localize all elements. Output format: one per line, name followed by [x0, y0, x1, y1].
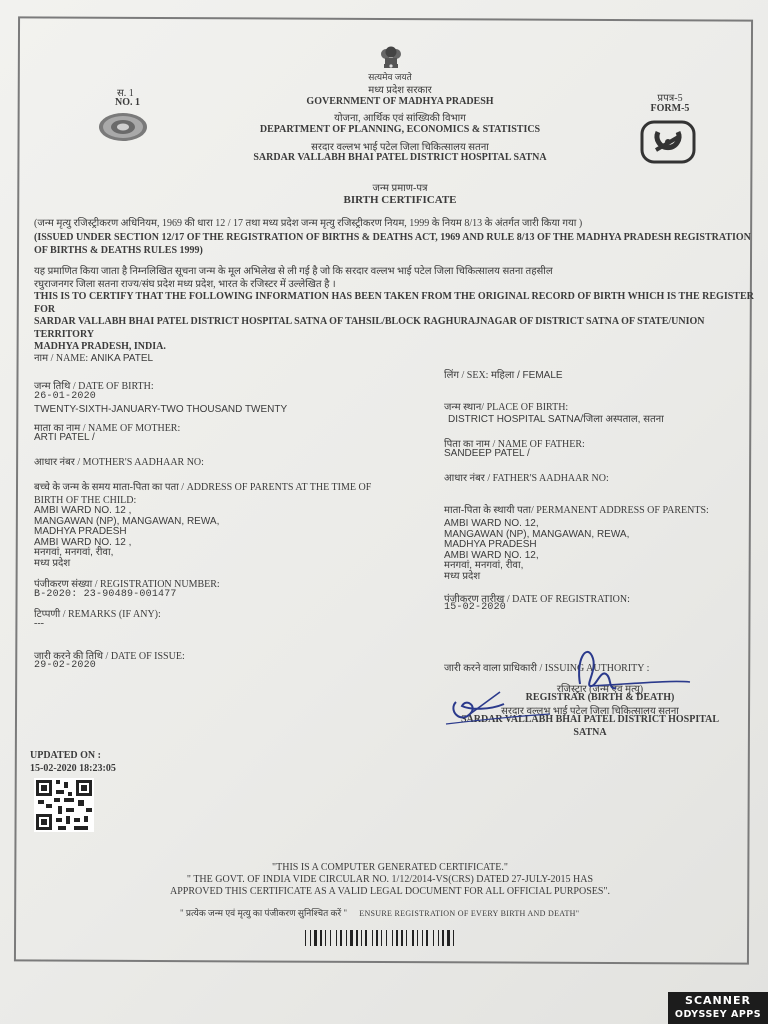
- govt-title: GOVERNMENT OF MADHYA PRADESH: [306, 96, 494, 107]
- regno-value: B-2020: 23-90489-001477: [34, 589, 177, 600]
- regdate-value: 15-02-2020: [444, 602, 507, 613]
- pob-value: DISTRICT HOSPITAL SATNA/जिला अस्पताल, सतना: [448, 414, 664, 425]
- govt-seal-icon: [98, 112, 148, 142]
- emblem-motto: सत्यमेव जयते: [368, 72, 412, 82]
- updated-label: UPDATED ON :: [30, 750, 101, 761]
- father-value: SANDEEP PATEL /: [444, 448, 530, 459]
- updated-value: 15-02-2020 18:23:05: [30, 763, 116, 774]
- govt-hindi: मध्य प्रदेश सरकार: [368, 85, 432, 96]
- signature-icon: [440, 640, 700, 730]
- mother-label: माता का नाम / NAME OF MOTHER:: [34, 423, 181, 434]
- intro-certify: THIS IS TO CERTIFY THAT THE FOLLOWING INFORMATION HAS BEEN TAKEN FROM THE ORIGINAL RECORD OF BIRTH WHICH IS THE REGISTER FOR SARDAR VALLABH BHAI PATEL DISTRICT HOSPITAL SATNA OF TAHSIL/BLOCK RAGHURAJNAGAR OF DISTRICT SATNA OF STATE/UNION TERRITORY MADHYA PRADESH, INDIA.: [34, 291, 754, 352]
- pob-label: जन्म स्थान/ PLACE OF BIRTH:: [444, 402, 569, 413]
- address-perm-value: AMBI WARD NO. 12, MANGAWAN (NP), MANGAWAN, REWA, MADHYA PRADESH AMBI WARD NO. 12, मनगवां, मनगवां, रीवा, मध्य प्रदेश: [444, 518, 630, 582]
- issue-date-value: 29-02-2020: [34, 660, 97, 671]
- regdate-label: पंजीकरण तारीख / DATE OF REGISTRATION:: [444, 594, 630, 605]
- dob-words: TWENTY-SIXTH-JANUARY-TWO THOUSAND TWENTY: [34, 404, 288, 415]
- regno-label: पंजीकरण संख्या / REGISTRATION NUMBER:: [34, 579, 220, 590]
- remarks-label: टिप्पणी / REMARKS (IF ANY):: [34, 609, 161, 620]
- form-number: FORM-5: [650, 103, 690, 114]
- address-perm-label: माता-पिता के स्थायी पता/ PERMANENT ADDRESS OF PARENTS:: [444, 505, 709, 516]
- barcode-icon: [303, 930, 489, 946]
- watermark-line-1: SCANNER: [685, 994, 751, 1007]
- hospital-title: SARDAR VALLABH BHAI PATEL DISTRICT HOSPITAL SATNA: [253, 152, 547, 163]
- name-label: नाम / NAME:: [34, 353, 89, 364]
- authority-label: जारी करने वाला प्राधिकारी / ISSUING AUTHORITY :: [444, 663, 650, 674]
- intro-issued: (ISSUED UNDER SECTION 12/17 OF THE REGISTRATION OF BIRTHS & DEATHS ACT, 1969 AND RULE 8/13 OF THE MADHYA PRADESH REGISTRATION OF BIRTHS & DEATHS RULES 1999): [34, 232, 751, 256]
- certificate-title: BIRTH CERTIFICATE: [343, 194, 457, 206]
- authority-role: REGISTRAR (BIRTH & DEATH): [525, 692, 675, 703]
- authority-office: SARDAR VALLABH BHAI PATEL DISTRICT HOSPITAL SATNA: [460, 714, 720, 738]
- watermark-line-2: ODYSSEY APPS: [674, 1009, 762, 1020]
- remarks-value: ---: [34, 618, 44, 629]
- authority-office-hindi: सरदार वल्लभ भाई पटेल जिला चिकित्सालय सतना: [501, 706, 679, 717]
- crs-logo-icon: [640, 120, 696, 164]
- computer-generated-note: "THIS IS A COMPUTER GENERATED CERTIFICATE.": [272, 862, 508, 873]
- mother-value: ARTI PATEL /: [34, 432, 95, 443]
- serial-hindi: स. 1: [117, 88, 134, 99]
- dob-label: जन्म तिथि / DATE OF BIRTH:: [34, 381, 154, 392]
- ensure-registration-hindi: " प्रत्येक जन्म एवं मृत्यु का पंजीकरण सुनिश्चित करें ": [180, 908, 348, 918]
- intro-hindi-certify: यह प्रमाणित किया जाता है निम्नलिखित सूचना जन्म के मूल अभिलेख से ली गई है जो कि सरदार वल्लभ भाई पटेल जिला चिकित्सालय सतना तहसील रघुराजनगर जिला सतना राज्य/संघ प्रदेश मध्य प्रदेश, भारत के रजिस्टर में उल्लेखित है ।: [34, 266, 553, 290]
- intro-hindi-issued: (जन्म मृत्यु रजिस्ट्रीकरण अधिनियम, 1969 की धारा 12 / 17 तथा मध्य प्रदेश जन्म मृत्यु रजिस्ट्रीकरण नियम, 1999 के नियम 8/13 के अंतर्गत जारी किया गया ): [34, 218, 583, 229]
- certificate-title-hindi: जन्म प्रमाण-पत्र: [372, 183, 428, 194]
- scanner-watermark: [668, 992, 768, 1024]
- form-hindi: प्रपत्र-5: [657, 93, 683, 104]
- address-birth-value: AMBI WARD NO. 12 , MANGAWAN (NP), MANGAWAN, REWA, MADHYA PRADESH AMBI WARD NO. 12 , मनगवां, मनगवां, रीवा, मध्य प्रदेश: [34, 505, 220, 569]
- ensure-registration: ENSURE REGISTRATION OF EVERY BIRTH AND DEATH": [359, 909, 580, 918]
- dept-title: DEPARTMENT OF PLANNING, ECONOMICS & STATISTICS: [259, 124, 541, 135]
- serial-number: NO. 1: [115, 97, 140, 108]
- father-label: पिता का नाम / NAME OF FATHER:: [444, 439, 585, 450]
- qr-code-icon: [34, 778, 94, 832]
- hospital-hindi: सरदार वल्लभ भाई पटेल जिला चिकित्सालय सतना: [311, 142, 489, 153]
- circular-note: " THE GOVT. OF INDIA VIDE CIRCULAR NO. 1/12/2014-VS(CRS) DATED 27-JULY-2015 HAS APPROVED THIS CERTIFICATE AS A VALID LEGAL DOCUMENT FOR ALL OFFICIAL PURPOSES".: [169, 874, 611, 897]
- authority-role-hindi: रजिस्ट्रार (जन्म एवं मृत्यु): [556, 684, 644, 695]
- address-birth-label: बच्चे के जन्म के समय माता-पिता का पता / ADDRESS OF PARENTS AT THE TIME OF BIRTH OF THE CHILD:: [34, 482, 372, 506]
- issue-date-label: जारी करने की तिथि / DATE OF ISSUE:: [34, 651, 185, 662]
- sex-label: लिंग / SEX:: [444, 370, 489, 381]
- dept-hindi: योजना, आर्थिक एवं सांख्यिकी विभाग: [334, 113, 466, 124]
- father-aadhaar-label: आधार नंबर / FATHER'S AADHAAR NO:: [444, 473, 609, 484]
- name-value: ANIKA PATEL: [90, 353, 154, 364]
- dob-value: 26-01-2020: [34, 391, 97, 402]
- sex-value: महिला / FEMALE: [490, 370, 563, 381]
- mother-aadhaar-label: आधार नंबर / MOTHER'S AADHAAR NO:: [34, 457, 204, 468]
